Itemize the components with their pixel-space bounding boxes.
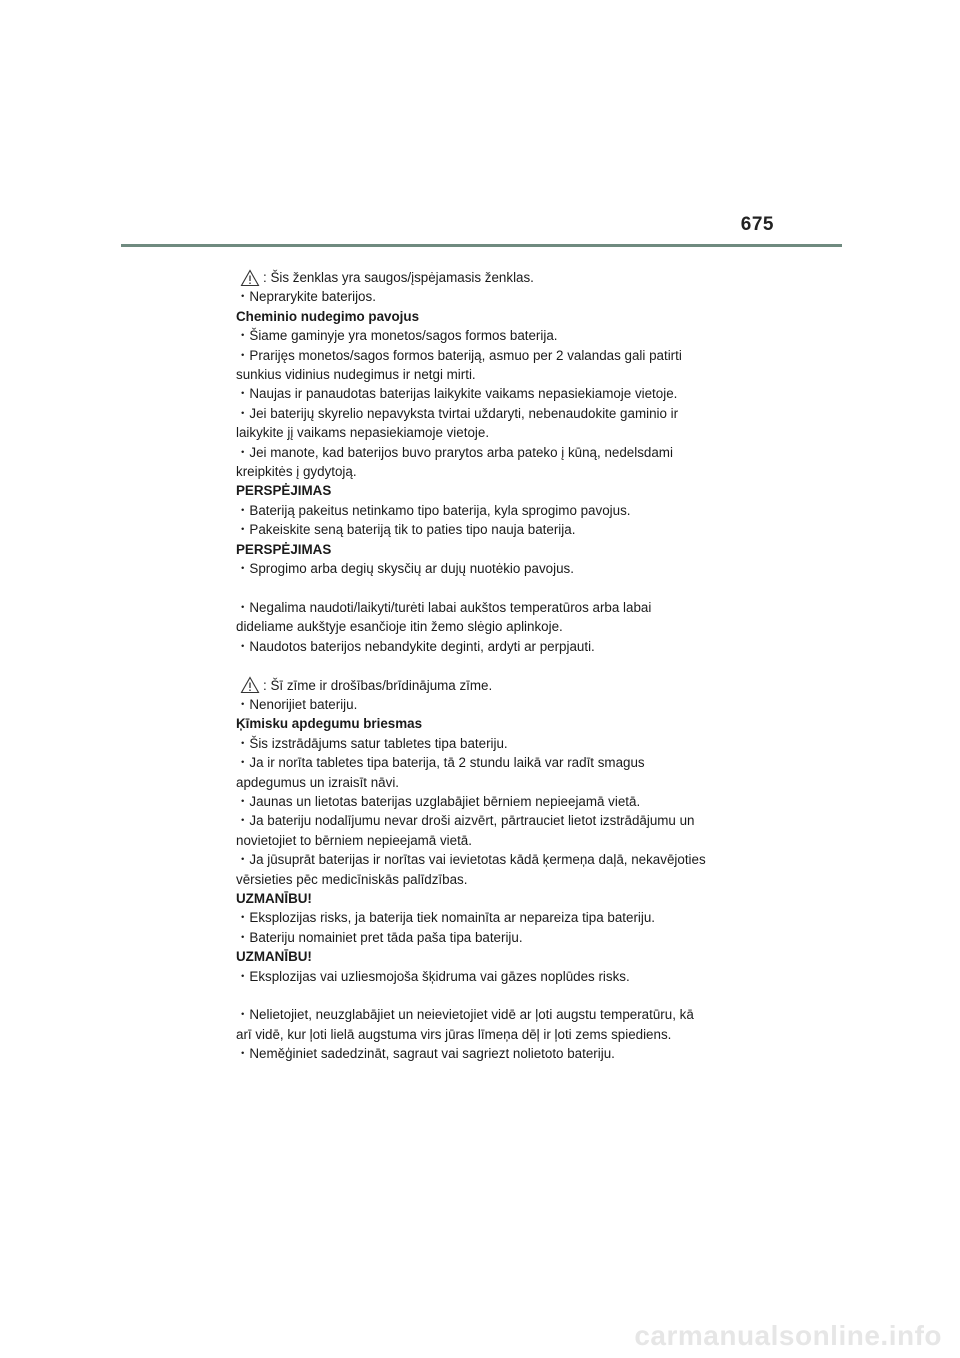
lt-line: ・Naudotos baterijos nebandykite deginti, ardyti ar perpjauti. bbox=[236, 638, 595, 654]
lv-line: ・Bateriju nomainiet pret tāda paša tipa bateriju. bbox=[236, 929, 523, 945]
lv-line: ・Nelietojiet, neuzglabājiet un neievietojiet vidē ar ļoti augstu temperatūru, kā bbox=[236, 1007, 694, 1023]
page-number: 675 bbox=[740, 214, 774, 235]
warning-triangle-icon bbox=[240, 676, 260, 694]
lt-line: ・Pakeiskite seną bateriją tik to paties tipo nauja baterija. bbox=[236, 522, 576, 538]
lt-warning-symbol-line bbox=[236, 268, 736, 287]
warning-triangle-icon bbox=[240, 269, 260, 287]
spacer bbox=[236, 986, 736, 1005]
lv-line: apdegumus un izraisīt nāvi. bbox=[236, 774, 400, 790]
lv-line: vērsieties pēc medicīniskās palīdzības. bbox=[236, 871, 468, 887]
lt-line: ・Negalima naudoti/laikyti/turėti labai aukštos temperatūros arba labai bbox=[236, 599, 652, 615]
lt-line: ・Jei baterijų skyrelio nepavyksta tvirtai uždaryti, nebenaudokite gaminio ir bbox=[236, 405, 679, 421]
lv-heading: UZMANĪBU! bbox=[236, 890, 312, 906]
header-divider bbox=[121, 244, 842, 247]
lt-line: ・Bateriją pakeitus netinkamo tipo baterija, kyla sprogimo pavojus. bbox=[236, 502, 631, 518]
lt-heading: PERSPĖJIMAS bbox=[236, 483, 332, 499]
lv-warning-symbol-line bbox=[236, 676, 736, 695]
lt-warning-symbol-text: : Šis ženklas yra saugos/įspėjamasis ženklas. bbox=[263, 270, 534, 285]
spacer bbox=[236, 656, 736, 675]
lt-line: ・Neprarykite baterijos. bbox=[236, 289, 376, 305]
lv-line: arī vidē, kur ļoti lielā augstuma virs jūras līmeņa dēļ ir ļoti zems spiediens. bbox=[236, 1026, 672, 1042]
lv-warning-symbol-text: : Šī zīme ir drošības/brīdinājuma zīme. bbox=[263, 677, 493, 693]
lt-line: sunkius vidinius nudegimus ir netgi mirti. bbox=[236, 367, 476, 383]
lt-line: ・Šiame gaminyje yra monetos/sagos formos baterija. bbox=[236, 328, 558, 344]
lt-line: dideliame aukštyje esančioje itin žemo slėgio aplinkoje. bbox=[236, 619, 563, 635]
lv-line: ・Jaunas un lietotas baterijas uzglabājiet bērniem nepieejamā vietā. bbox=[236, 793, 641, 809]
lv-line: ・Ja bateriju nodalījumu nevar droši aizvērt, pārtrauciet lietot izstrādājumu un bbox=[236, 813, 695, 829]
lv-line: ・Nenorijiet bateriju. bbox=[236, 696, 358, 712]
lv-heading: Ķīmisku apdegumu briesmas bbox=[236, 716, 423, 732]
lv-line: ・Šis izstrādājums satur tabletes tipa bateriju. bbox=[236, 735, 508, 751]
lt-line: ・Prarijęs monetos/sagos formos bateriją, asmuo per 2 valandas gali patirti bbox=[236, 347, 682, 363]
battery-warning-text bbox=[236, 268, 736, 1064]
lv-line: novietojiet to bērniem nepieejamā vietā. bbox=[236, 832, 472, 848]
lt-line: ・Jei manote, kad baterijos buvo prarytos arba pateko į kūną, nedelsdami bbox=[236, 444, 673, 460]
lv-line: ・Eksplozijas vai uzliesmojoša šķidruma vai gāzes noplūdes risks. bbox=[236, 968, 630, 984]
lt-line: ・Naujas ir panaudotas baterijas laikykite vaikams nepasiekiamoje vietoje. bbox=[236, 386, 678, 402]
lt-line: laikykite jį vaikams nepasiekiamoje vietoje. bbox=[236, 425, 490, 441]
lv-line: ・Ja ir norīta tabletes tipa baterija, tā 2 stundu laikā var radīt smagus bbox=[236, 755, 645, 771]
lv-line: ・Ja jūsuprāt baterijas ir norītas vai ievietotas kādā ķermeņa daļā, nekavējoties bbox=[236, 852, 706, 868]
lv-line: ・Neměģiniet sadedzināt, sagraut vai sagriezt nolietoto bateriju. bbox=[236, 1046, 615, 1062]
lt-heading: PERSPĖJIMAS bbox=[236, 541, 332, 557]
spacer bbox=[236, 579, 736, 598]
lt-heading: Cheminio nudegimo pavojus bbox=[236, 308, 420, 324]
lv-line: ・Eksplozijas risks, ja baterija tiek nomainīta ar nepareiza tipa bateriju. bbox=[236, 910, 656, 926]
lv-heading: UZMANĪBU! bbox=[236, 949, 312, 965]
lt-line: ・Sprogimo arba degių skysčių ar dujų nuotėkio pavojus. bbox=[236, 561, 574, 577]
site-watermark: carmanualsonline.info bbox=[634, 1320, 942, 1351]
lt-line: kreipkitės į gydytoją. bbox=[236, 464, 357, 480]
